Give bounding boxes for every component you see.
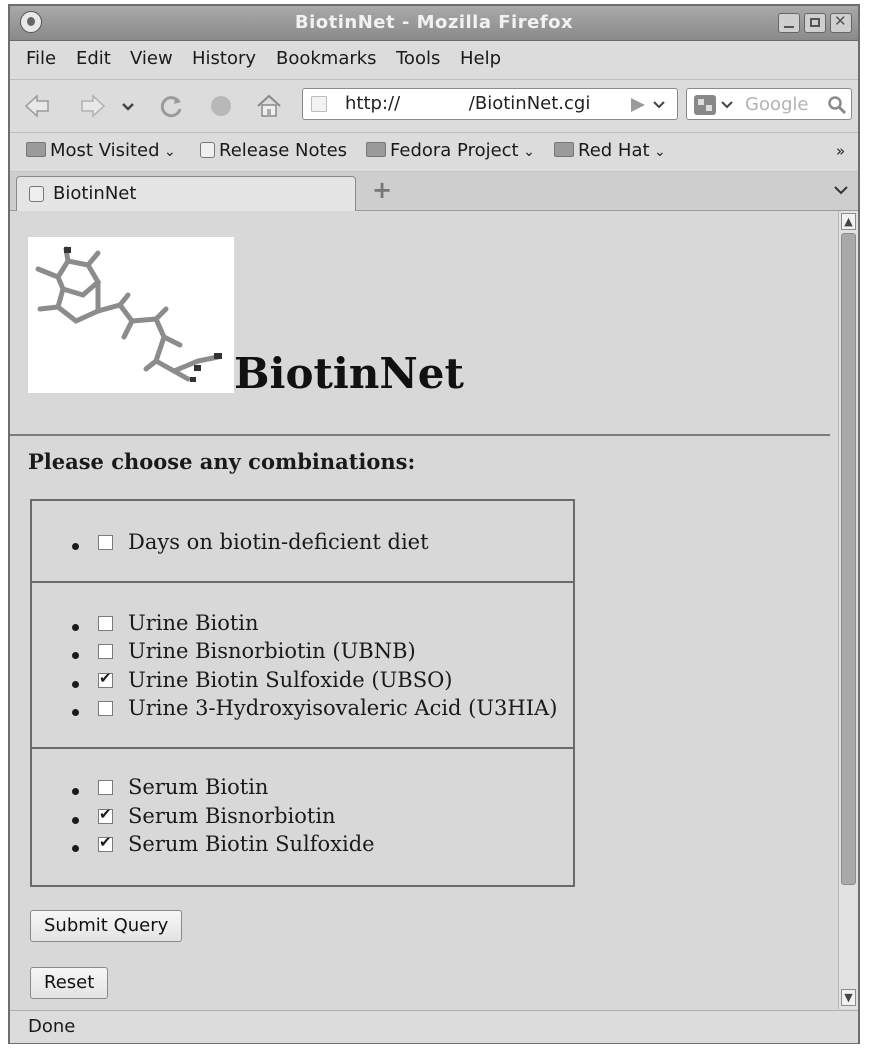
option-label: Urine Biotin <box>128 611 259 635</box>
list-bullet <box>72 624 79 631</box>
list-bullet <box>72 845 79 852</box>
horizontal-rule <box>10 434 830 436</box>
browser-window <box>8 4 860 1044</box>
stop-icon[interactable] <box>206 91 236 121</box>
page-title: BiotinNet <box>234 349 464 398</box>
scroll-thumb[interactable] <box>841 233 856 885</box>
status-bar <box>10 1010 858 1043</box>
checkbox-urine-biotin[interactable] <box>98 616 113 631</box>
folder-icon <box>26 142 46 157</box>
search-engine-icon[interactable] <box>693 94 717 116</box>
checkbox-urine-bisnorbiotin[interactable] <box>98 644 113 659</box>
option-label: Urine Biotin Sulfoxide (UBSO) <box>128 668 453 692</box>
chevron-down-icon: ⌄ <box>518 144 535 160</box>
search-icon[interactable] <box>827 95 847 115</box>
list-bullet <box>72 652 79 659</box>
biotin-molecule-image <box>28 237 234 393</box>
reset-button[interactable]: Reset <box>30 967 108 999</box>
tab-label: BiotinNet <box>53 183 137 204</box>
list-bullet <box>72 543 79 550</box>
new-tab-button[interactable]: + <box>372 176 393 204</box>
scroll-up-arrow-icon[interactable]: ▲ <box>841 213 856 230</box>
window-title: BiotinNet - Mozilla Firefox <box>294 12 574 33</box>
page-icon <box>200 142 215 158</box>
menu-bar <box>10 41 858 80</box>
menu-tools[interactable]: Tools <box>396 48 441 69</box>
option-label: Days on biotin-deficient diet <box>128 530 429 554</box>
tab-biotinnet[interactable] <box>16 176 356 211</box>
option-label: Serum Bisnorbiotin <box>128 804 336 828</box>
page-icon <box>29 186 44 202</box>
menu-view[interactable]: View <box>130 48 173 69</box>
status-text: Done <box>28 1016 76 1037</box>
scroll-down-arrow-icon[interactable]: ▼ <box>841 989 856 1006</box>
minimize-button[interactable] <box>778 13 800 33</box>
bookmarks-toolbar <box>10 133 858 172</box>
option-label: Serum Biotin <box>128 775 269 799</box>
vertical-scrollbar[interactable] <box>838 211 858 1009</box>
chevron-down-icon: ⌄ <box>649 144 666 160</box>
list-bullet <box>72 817 79 824</box>
address-bar[interactable] <box>302 88 678 120</box>
close-button[interactable]: ✕ <box>830 13 852 33</box>
menu-file[interactable]: File <box>26 48 57 69</box>
checkbox-urine-biotin-sulfoxide[interactable] <box>98 673 113 688</box>
option-label: Urine 3-Hydroxyisovaleric Acid (U3HIA) <box>128 696 558 720</box>
option-label: Urine Bisnorbiotin (UBNB) <box>128 639 416 663</box>
bookmarks-overflow[interactable]: » <box>836 142 846 160</box>
reload-icon[interactable] <box>156 91 186 121</box>
chevron-down-icon: ⌄ <box>159 144 176 160</box>
url-dropdown-icon[interactable] <box>651 97 667 113</box>
checkbox-serum-biotin-sulfoxide[interactable] <box>98 837 113 852</box>
checkbox-serum-biotin[interactable] <box>98 780 113 795</box>
option-label: Serum Biotin Sulfoxide <box>128 832 375 856</box>
option-group-serum <box>30 747 575 887</box>
menu-edit[interactable]: Edit <box>76 48 111 69</box>
list-bullet <box>72 681 79 688</box>
maximize-button[interactable] <box>804 13 826 33</box>
search-box[interactable] <box>686 88 852 120</box>
bookmark-fedora-project[interactable]: Fedora Project ⌄ <box>366 140 535 161</box>
forward-icon[interactable] <box>78 91 108 121</box>
title-bar <box>10 6 858 41</box>
bookmark-most-visited[interactable]: Most Visited ⌄ <box>26 140 176 161</box>
bookmark-red-hat[interactable]: Red Hat ⌄ <box>554 140 666 161</box>
search-engine-dropdown-icon[interactable] <box>719 98 735 112</box>
list-bullet <box>72 788 79 795</box>
option-group-diet <box>30 499 575 583</box>
menu-bookmarks[interactable]: Bookmarks <box>276 48 377 69</box>
search-placeholder[interactable]: Google <box>745 94 809 115</box>
home-icon[interactable] <box>254 91 284 121</box>
folder-icon <box>554 142 574 157</box>
menu-history[interactable]: History <box>192 48 257 69</box>
go-icon[interactable] <box>629 97 647 113</box>
checkbox-urine-3-hydroxyisovaleric-acid[interactable] <box>98 701 113 716</box>
url-text[interactable]: http:// /BiotinNet.cgi <box>345 93 591 114</box>
submit-query-button[interactable]: Submit Query <box>30 910 182 942</box>
back-icon[interactable] <box>22 91 52 121</box>
tab-list-dropdown-icon[interactable] <box>832 184 850 198</box>
menu-help[interactable]: Help <box>460 48 502 69</box>
option-group-urine <box>30 581 575 749</box>
history-dropdown-icon[interactable] <box>118 91 138 121</box>
bookmark-release-notes[interactable]: Release Notes <box>200 140 347 161</box>
tab-strip <box>10 172 858 211</box>
checkbox-days-on-diet[interactable] <box>98 535 113 550</box>
checkbox-serum-bisnorbiotin[interactable] <box>98 809 113 824</box>
list-bullet <box>72 709 79 716</box>
page-content <box>10 211 838 1009</box>
folder-icon <box>366 142 386 157</box>
navigation-toolbar <box>10 80 858 133</box>
site-identity-icon[interactable] <box>311 96 327 112</box>
form-prompt: Please choose any combinations: <box>28 449 416 474</box>
